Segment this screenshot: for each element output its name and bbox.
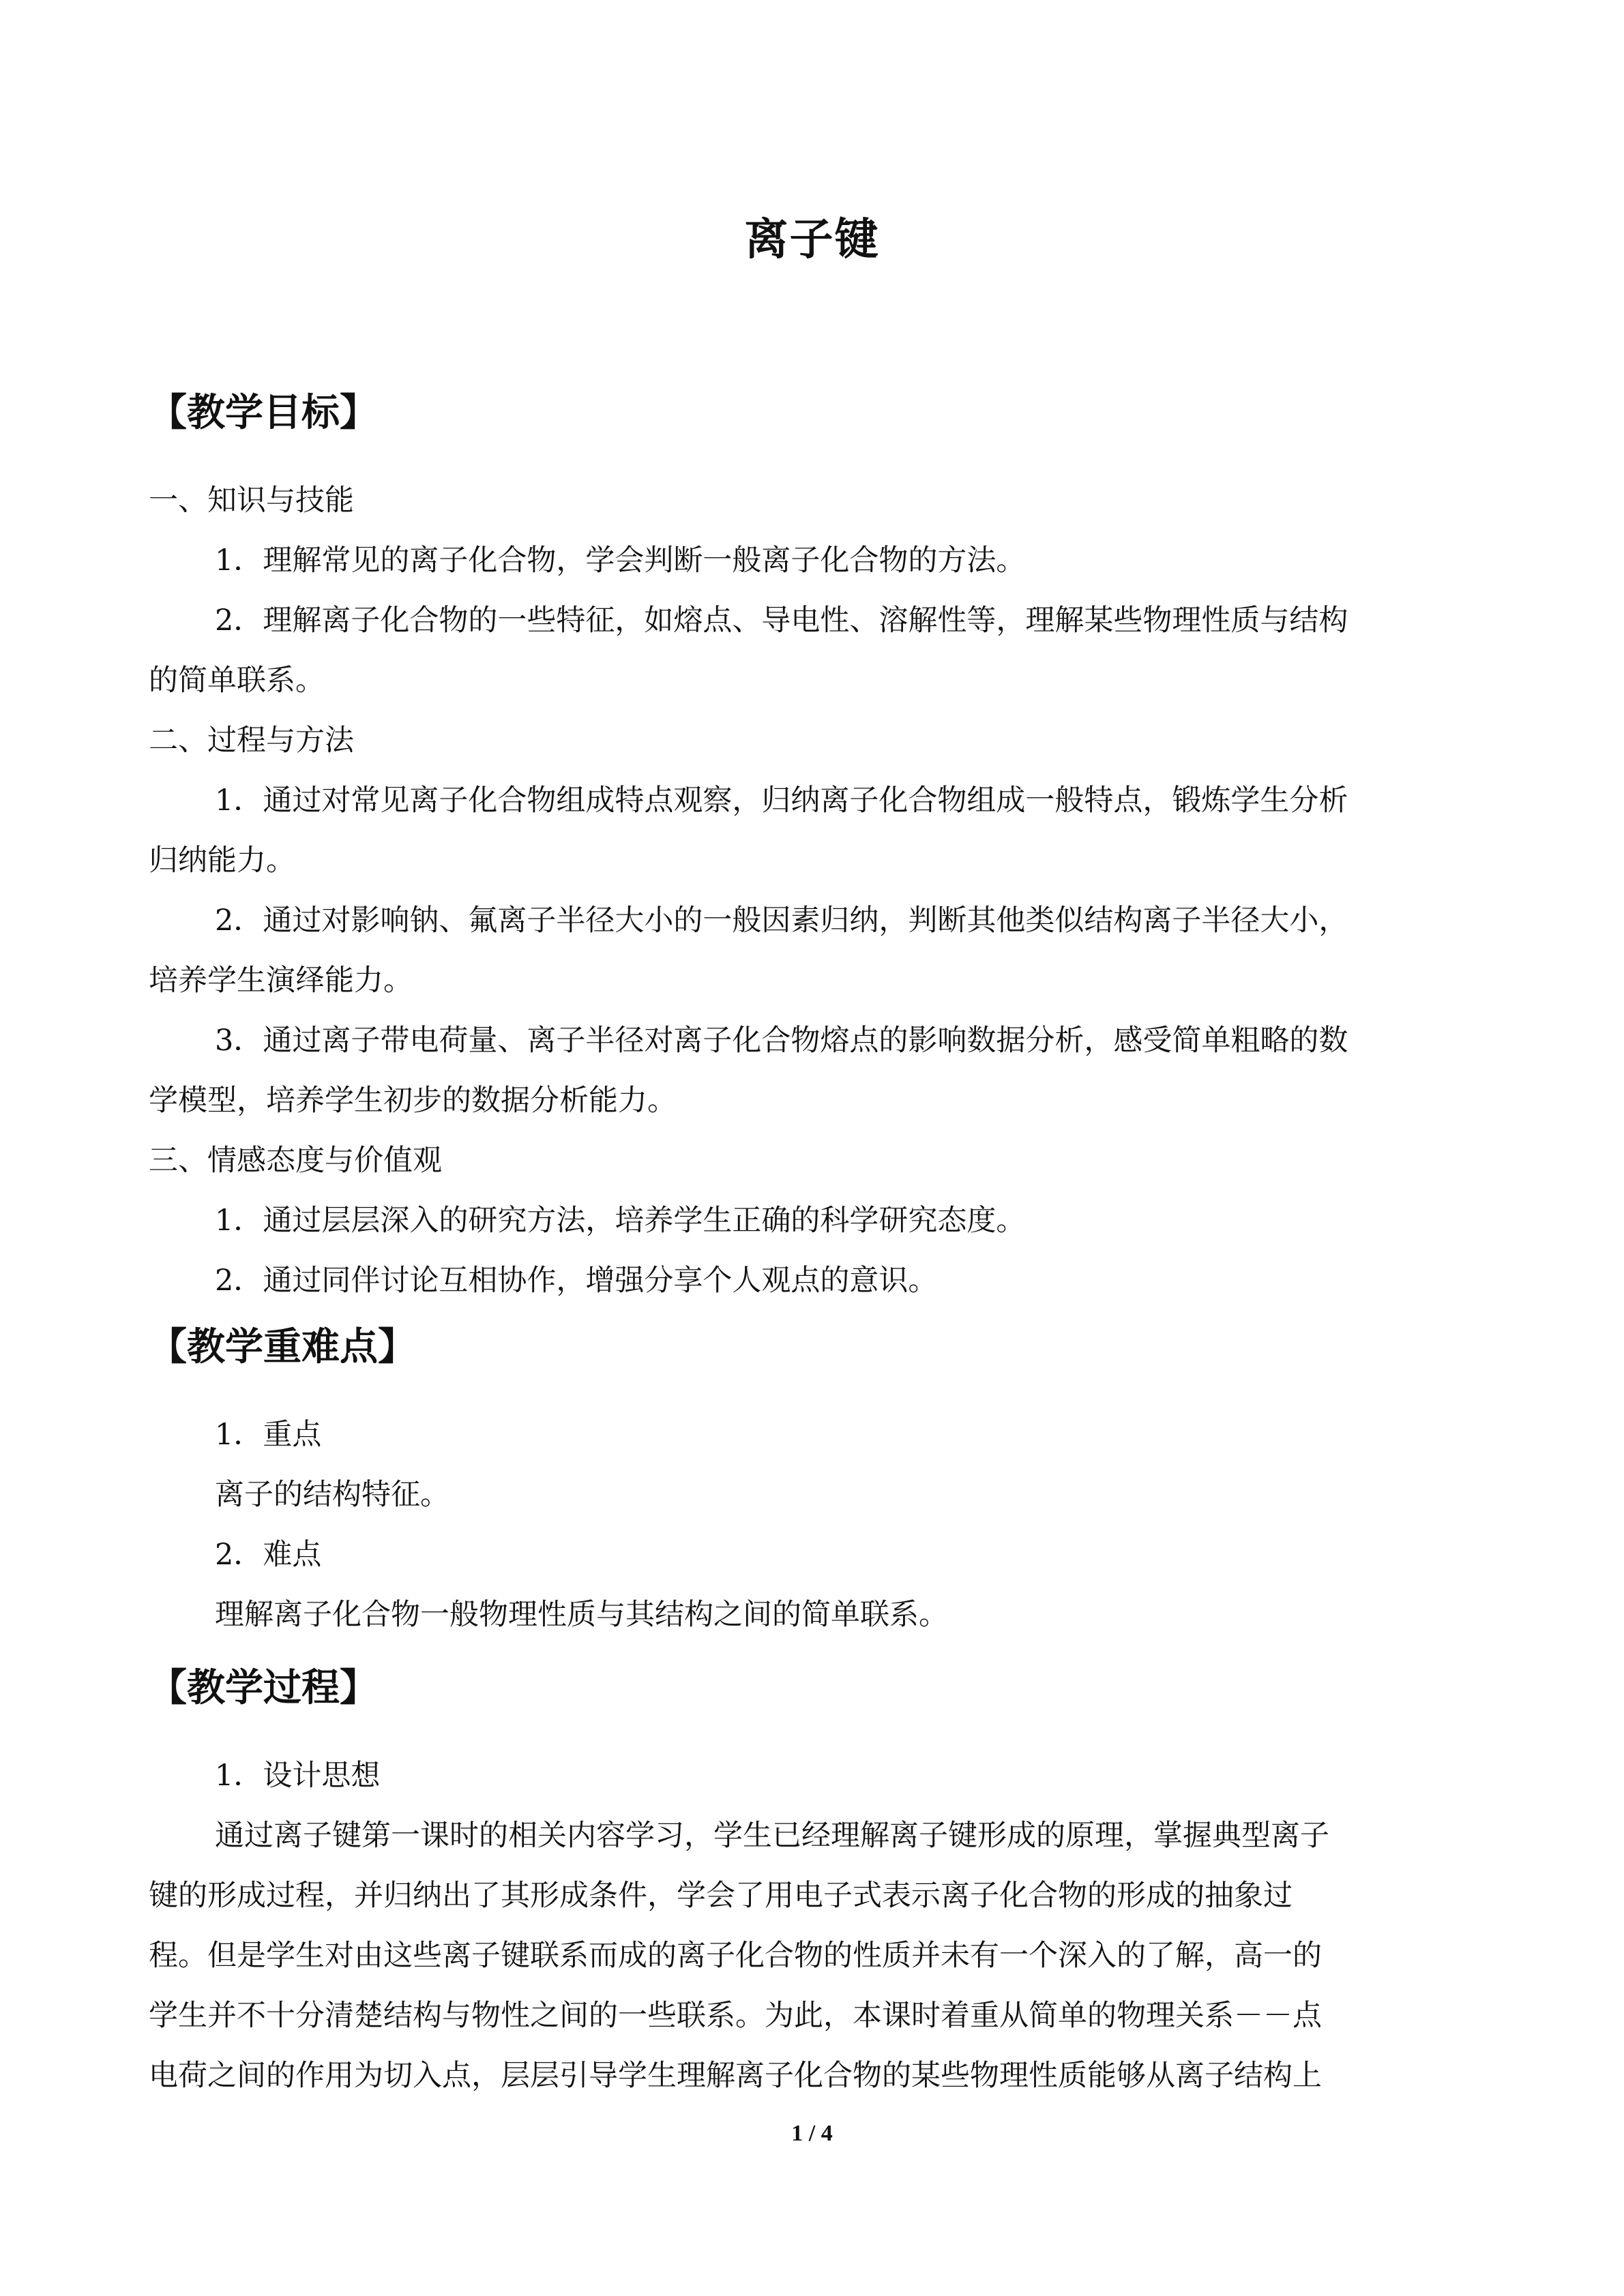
section-heading-process: 【教学过程】: [149, 1666, 378, 1710]
paragraph-line: 键的形成过程，并归纳出了其形成条件，学会了用电子式表示离子化合物的形成的抽象过: [149, 1879, 1293, 1913]
subsection-title-process: 二、过程与方法: [149, 724, 354, 758]
keypoint-label-focus: 1．重点: [215, 1418, 322, 1452]
section-heading-objectives: 【教学目标】: [149, 391, 378, 435]
objective-item-continued: 培养学生演绎能力。: [149, 964, 413, 998]
subsection-title-attitude: 三、情感态度与价值观: [149, 1144, 442, 1178]
paragraph-line: 电荷之间的作用为切入点，层层引导学生理解离子化合物的某些物理性质能够从离子结构上: [149, 2059, 1322, 2093]
objective-item: 1．通过对常见离子化合物组成特点观察，归纳离子化合物组成一般特点，锻炼学生分析: [215, 784, 1348, 818]
section-heading-keypoints: 【教学重难点】: [149, 1325, 416, 1369]
objective-item: 2．理解离子化合物的一些特征，如熔点、导电性、溶解性等，理解某些物理性质与结构: [215, 603, 1348, 638]
objective-item: 3．通过离子带电荷量、离子半径对离子化合物熔点的影响数据分析，感受简单粗略的数: [215, 1024, 1348, 1058]
keypoint-text-focus: 离子的结构特征。: [215, 1478, 449, 1512]
section-process: [149, 1664, 1475, 1713]
page-number: 1 / 4: [791, 2121, 833, 2146]
objective-item-continued: 的简单联系。: [149, 664, 325, 698]
objectives-body: [149, 471, 1475, 1311]
objective-item: 1．通过层层深入的研究方法，培养学生正确的科学研究态度。: [215, 1204, 1026, 1238]
section-keypoints: [149, 1323, 1475, 1372]
keypoints-body: [149, 1405, 1475, 1645]
process-label-design: 1．设计思想: [215, 1759, 381, 1793]
objective-item-continued: 归纳能力。: [149, 844, 295, 878]
process-body: [149, 1746, 1475, 2106]
keypoint-label-difficulty: 2．难点: [215, 1538, 322, 1572]
objective-item: 1．理解常见的离子化合物，学会判断一般离子化合物的方法。: [215, 543, 1026, 578]
objective-item-continued: 学模型，培养学生初步的数据分析能力。: [149, 1084, 677, 1118]
objective-item: 2．通过同伴讨论互相协作，增强分享个人观点的意识。: [215, 1264, 938, 1298]
paragraph-line: 通过离子键第一课时的相关内容学习，学生已经理解离子键形成的原理，掌握典型离子: [215, 1819, 1329, 1853]
section-objectives: [149, 389, 1475, 438]
page-title: 离子键: [744, 215, 880, 265]
objective-item: 2．通过对影响钠、氟离子半径大小的一般因素归纳，判断其他类似结构离子半径大小，: [215, 904, 1348, 938]
paragraph-line: 学生并不十分清楚结构与物性之间的一些联系。为此，本课时着重从简单的物理关系－－点: [149, 1999, 1322, 2033]
keypoint-text-difficulty: 理解离子化合物一般物理性质与其结构之间的简单联系。: [215, 1598, 948, 1632]
subsection-title-knowledge: 一、知识与技能: [149, 483, 354, 518]
paragraph-line: 程。但是学生对由这些离子键联系而成的离子化合物的性质并未有一个深入的了解，高一的: [149, 1939, 1322, 1973]
